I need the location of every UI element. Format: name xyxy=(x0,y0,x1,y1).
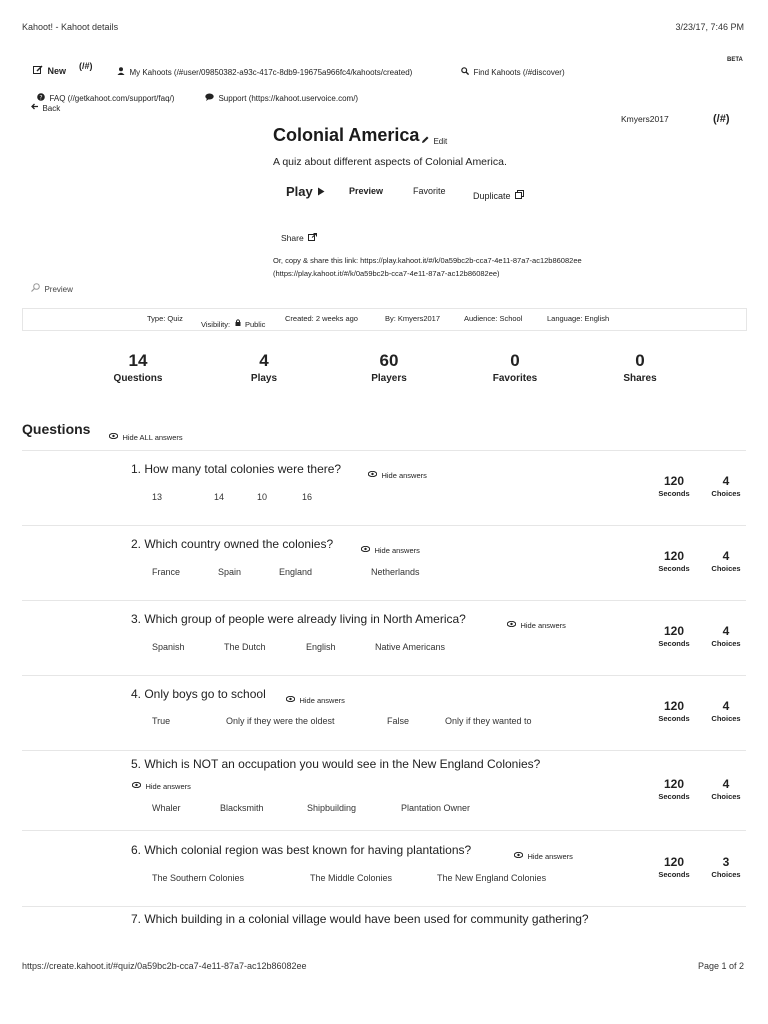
question-3-answer-2: The Dutch xyxy=(224,642,266,652)
question-4-text: 4. Only boys go to school xyxy=(131,687,266,701)
question-5-answer-4: Plantation Owner xyxy=(401,803,471,813)
question-2-answer-4: Netherlands xyxy=(371,567,420,577)
find-kahoots-link[interactable] xyxy=(461,62,565,80)
question-5-answer-3: Shipbuilding xyxy=(307,803,357,813)
cover-preview-label: Preview xyxy=(44,285,73,294)
back-link[interactable] xyxy=(31,98,60,116)
stat-plays-value: 4 xyxy=(259,351,269,370)
info-visibility xyxy=(201,314,265,332)
pencil-square-icon xyxy=(33,65,43,74)
question-3-answer-3: English xyxy=(306,642,336,652)
question-1-answer-4: 16 xyxy=(302,492,313,502)
question-4-answer-1: True xyxy=(152,716,171,726)
share-button[interactable] xyxy=(281,228,317,246)
question-2-answer-2: Spain xyxy=(218,567,242,577)
questions-heading: Questions xyxy=(22,421,91,437)
question-2-seconds-value: 120 xyxy=(663,549,685,563)
question-6-choices-value: 3 xyxy=(722,855,730,869)
share-link-url[interactable]: (https://play.kahoot.it/#/k/0a59bc2b-cca7-4e11-87a7-ac12b86082ee) xyxy=(273,269,500,278)
question-5-choices-value: 4 xyxy=(722,777,730,791)
question-1-answer-3: 10 xyxy=(257,492,268,502)
question-5-answer-1: Whaler xyxy=(152,803,181,813)
visibility-label: Visibility: xyxy=(201,320,231,329)
eye-icon xyxy=(507,621,516,627)
support-label: Support (https://kahoot.uservoice.com/) xyxy=(218,94,359,103)
question-1-text: 1. How many total colonies were there? xyxy=(131,462,342,476)
hide-all-label: Hide ALL answers xyxy=(122,433,183,442)
back-label: Back xyxy=(42,104,61,113)
find-kahoots-label: Find Kahoots (/#discover) xyxy=(473,68,565,77)
stat-players-value: 60 xyxy=(379,351,399,370)
lock-icon xyxy=(235,319,241,326)
question-1-hide-answers[interactable] xyxy=(368,465,427,483)
question-6-text: 6. Which colonial region was best known for having plantations? xyxy=(131,843,472,857)
question-5-text: 5. Which is NOT an occupation you would see in the New England Colonies? xyxy=(131,757,541,771)
copy-icon xyxy=(515,190,524,199)
stat-questions-label: Questions xyxy=(113,373,163,384)
question-5-answer-2: Blacksmith xyxy=(220,803,264,813)
stat-shares-label: Shares xyxy=(623,373,657,384)
question-4-seconds-value: 120 xyxy=(663,699,685,713)
play-label: Play xyxy=(286,184,313,199)
duplicate-label: Duplicate xyxy=(473,191,511,201)
magnifier-icon xyxy=(31,283,40,292)
arrow-left-icon xyxy=(31,103,38,110)
question-6-answer-2: The Middle Colonies xyxy=(310,873,393,883)
question-divider xyxy=(22,906,746,907)
stat-plays-label: Plays xyxy=(250,373,278,384)
hide-answers-label: Hide answers xyxy=(381,471,427,480)
question-6-seconds-value: 120 xyxy=(663,855,685,869)
beta-badge: BETA xyxy=(727,57,743,63)
share-icon xyxy=(308,233,317,241)
eye-icon xyxy=(132,782,141,788)
support-link[interactable] xyxy=(205,88,358,106)
my-kahoots-link[interactable] xyxy=(117,62,412,80)
hide-answers-label: Hide answers xyxy=(527,852,573,861)
chat-bubble-icon xyxy=(205,93,214,101)
print-header-datetime: 3/23/17, 7:46 PM xyxy=(675,22,744,32)
user-hash-link[interactable]: (/#) xyxy=(713,113,730,125)
info-language: Language: English xyxy=(547,314,610,323)
question-7-text: 7. Which building in a colonial village would have been used for community gathering? xyxy=(131,912,589,926)
stat-shares-value: 0 xyxy=(635,351,645,370)
print-header-title: Kahoot! - Kahoot details xyxy=(22,22,119,32)
info-created: Created: 2 weeks ago xyxy=(285,314,358,323)
info-by: By: Kmyers2017 xyxy=(385,314,441,323)
question-2-answer-1: France xyxy=(152,567,181,577)
svg-text:?: ? xyxy=(39,94,43,101)
pencil-icon xyxy=(421,136,429,144)
question-1-answer-1: 13 xyxy=(152,492,163,502)
question-6-answer-1: The Southern Colonies xyxy=(152,873,245,883)
question-6-answer-3: The New England Colonies xyxy=(437,873,547,883)
question-1-seconds-value: 120 xyxy=(663,474,685,488)
edit-link[interactable] xyxy=(421,131,447,149)
question-2-choices-value: 4 xyxy=(722,549,730,563)
new-hash-link[interactable]: (/#) xyxy=(79,61,93,71)
play-triangle-icon xyxy=(317,187,325,196)
edit-label: Edit xyxy=(433,137,448,146)
duplicate-button[interactable] xyxy=(473,186,524,204)
share-label: Share xyxy=(281,233,304,243)
question-6-hide-answers[interactable] xyxy=(514,846,573,864)
quiz-title: Colonial America xyxy=(273,125,420,145)
question-5-seconds-value: 120 xyxy=(663,777,685,791)
eye-icon xyxy=(109,433,118,439)
question-2-seconds-label: Seconds xyxy=(658,564,690,573)
eye-icon xyxy=(361,546,370,552)
question-1-seconds-label: Seconds xyxy=(658,489,690,498)
question-3-seconds-value: 120 xyxy=(663,624,685,638)
stat-players-label: Players xyxy=(371,373,407,384)
question-6-choices-label: Choices xyxy=(711,870,741,879)
visibility-value: Public xyxy=(244,320,266,329)
question-2-text: 2. Which country owned the colonies? xyxy=(131,537,334,551)
question-divider xyxy=(22,525,746,526)
question-3-choices-value: 4 xyxy=(722,624,730,638)
hide-answers-label: Hide answers xyxy=(520,621,566,630)
new-label: New xyxy=(47,66,66,76)
username-link[interactable]: Kmyers2017 xyxy=(621,114,669,124)
question-4-answer-2: Only if they were the oldest xyxy=(226,716,335,726)
question-3-answer-1: Spanish xyxy=(152,642,185,652)
eye-icon xyxy=(368,471,377,477)
hide-answers-label: Hide answers xyxy=(145,782,191,791)
question-4-answer-3: False xyxy=(387,716,410,726)
question-1-answer-2: 14 xyxy=(214,492,225,502)
question-5-seconds-label: Seconds xyxy=(658,792,690,801)
eye-icon xyxy=(286,696,295,702)
question-1-choices-value: 4 xyxy=(722,474,730,488)
new-button[interactable] xyxy=(33,61,66,79)
question-divider xyxy=(22,600,746,601)
play-button[interactable] xyxy=(286,183,325,201)
quiz-description: A quiz about different aspects of Colonial America. xyxy=(273,156,507,168)
hide-all-answers-link[interactable] xyxy=(109,427,183,445)
info-type: Type: Quiz xyxy=(147,314,183,323)
stat-favorites-label: Favorites xyxy=(492,373,538,384)
question-4-seconds-label: Seconds xyxy=(658,714,690,723)
search-icon xyxy=(461,67,469,75)
stat-favorites-value: 0 xyxy=(510,351,520,370)
question-3-hide-answers[interactable] xyxy=(507,615,566,633)
faq-label: FAQ (//getkahoot.com/support/faq/) xyxy=(49,94,175,103)
question-3-choices-label: Choices xyxy=(711,639,741,648)
user-icon xyxy=(117,67,125,75)
hide-answers-label: Hide answers xyxy=(374,546,420,555)
favorite-button[interactable]: Favorite xyxy=(413,186,446,196)
cover-preview-link[interactable] xyxy=(31,279,73,297)
question-4-hide-answers[interactable] xyxy=(286,690,345,708)
question-divider xyxy=(22,450,746,451)
question-4-answer-4: Only if they wanted to xyxy=(445,716,532,726)
question-3-text: 3. Which group of people were already living in North America? xyxy=(131,612,466,626)
question-divider xyxy=(22,675,746,676)
preview-button[interactable]: Preview xyxy=(349,186,384,196)
question-4-choices-value: 4 xyxy=(722,699,730,713)
question-3-answer-4: Native Americans xyxy=(375,642,446,652)
eye-icon xyxy=(514,852,523,858)
question-5-choices-label: Choices xyxy=(711,792,741,801)
my-kahoots-label: My Kahoots (/#user/09850382-a93c-417c-8db9-19675a966fc4/kahoots/created) xyxy=(129,68,413,77)
hide-answers-label: Hide answers xyxy=(299,696,345,705)
question-3-seconds-label: Seconds xyxy=(658,639,690,648)
question-2-answer-3: England xyxy=(279,567,313,577)
stat-questions-value: 14 xyxy=(128,351,148,370)
info-audience: Audience: School xyxy=(464,314,523,323)
question-2-hide-answers[interactable] xyxy=(361,540,420,558)
share-link-text[interactable]: Or, copy & share this link: https://play.kahoot.it/#/k/0a59bc2b-cca7-4e11-87a7-ac12b86082ee xyxy=(273,256,582,265)
question-2-choices-label: Choices xyxy=(711,564,741,573)
question-1-choices-label: Choices xyxy=(711,489,741,498)
question-6-seconds-label: Seconds xyxy=(658,870,690,879)
question-divider xyxy=(22,830,746,831)
question-divider xyxy=(22,750,746,751)
question-5-hide-answers[interactable] xyxy=(132,776,191,794)
print-footer-page: Page 1 of 2 xyxy=(697,961,744,971)
print-footer-url: https://create.kahoot.it/#quiz/0a59bc2b-cca7-4e11-87a7-ac12b86082ee xyxy=(22,961,307,971)
question-4-choices-label: Choices xyxy=(711,714,741,723)
